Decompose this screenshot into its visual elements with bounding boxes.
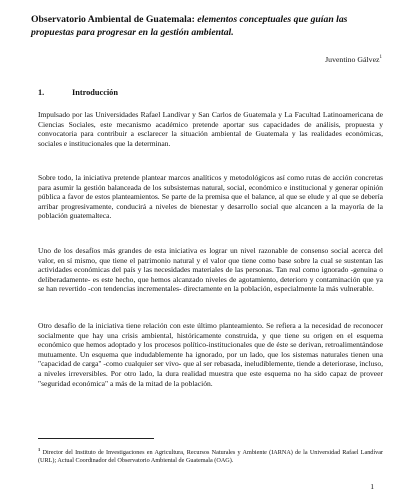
- paragraph-2: Sobre todo, la iniciativa pretende plantear marcos analíticos y metodológicos así como rutas de acción concretas para asumir la gestión balanceada de los subsistemas natural, social, económico e institucional y generar opinión pública a favor de estos planteamientos. Se parte de la premisa que el balance, al que se elude y al que se debería arribar progresivamente, conducirá a niveles de bienestar y desarrollo social que alcancen a la mayoría de la población guatemalteca.: [38, 173, 383, 221]
- footnote-text: Director del Instituto de Investigaciones en Agricultura, Recursos Naturales y Ambiente (IARNA) de la Universidad Rafael Landívar (URL); Actual Coordinador del Observatorio Ambiental de Guatemala (OAG).: [38, 449, 384, 465]
- section-title: Introducción: [72, 88, 118, 97]
- footnote: [38, 446, 383, 465]
- page-number: 1: [370, 482, 374, 491]
- footnote-divider: [38, 438, 154, 439]
- section-number: 1.: [38, 88, 45, 97]
- title-main: Observatorio Ambiental de Guatemala:: [31, 14, 195, 25]
- author-footnote-mark[interactable]: 1: [379, 55, 382, 60]
- footnote-mark: 1: [38, 447, 41, 452]
- title-subtitle: elementos conceptuales que guían las propuestas para progresar en la gestión ambiental.: [31, 14, 348, 38]
- section-heading: [38, 88, 118, 97]
- document-title: [31, 14, 381, 39]
- author-line: [325, 55, 382, 64]
- author-name: Juventino Gálvez: [325, 55, 380, 64]
- paragraph-4: Otro desafío de la iniciativa tiene relación con este último planteamiento. Se refiera a la necesidad de reconocer socialmente que hay una crisis ambiental, históricamente construida, y que tiene su origen en el esquema económico que hemos adoptado y los procesos político-institucionales que de éste se derivan, retroalimentándose mutuamente. Un esquema que indudablemente ha ignorado, por un lado, que los sistemas naturales tienen una "capacidad de carga" -como cualquier ser vivo- que al ser rebasada, ineludiblemente, tiende a deteriorase, incluso, a niveles irreversibles. Por otro lado, la dura realidad muestra que este esquema no ha sido capaz de proveer "seguridad económica" a más de la mitad de la población.: [38, 321, 383, 388]
- paragraph-1: Impulsado por las Universidades Rafael Landívar y San Carlos de Guatemala y La Facultad Latinoamericana de Ciencias Sociales, este mecanismo académico pretende aportar sus capacidades de análisis, propuesta y convocatoria para contribuir a esclarecer la situación ambiental de Guatemala y las realidades económicas, sociales e institucionales que la determinan.: [38, 110, 383, 148]
- paragraph-3: Uno de los desafíos más grandes de esta iniciativa es lograr un nivel razonable de consenso social acerca del valor, en sí mismo, que tiene el patrimonio natural y el valor que tiene como base sobre la cual se sustentan las actividades económicas del país y las necesidades materiales de las personas. Tan real como ignorado -genuina o deliberadamente- es este hecho, que hemos alcanzado niveles de agotamiento, deterioro y contaminación que ya se han revertido -con tendencias incrementales- directamente en la población, especialmente la más vulnerable.: [38, 246, 383, 294]
